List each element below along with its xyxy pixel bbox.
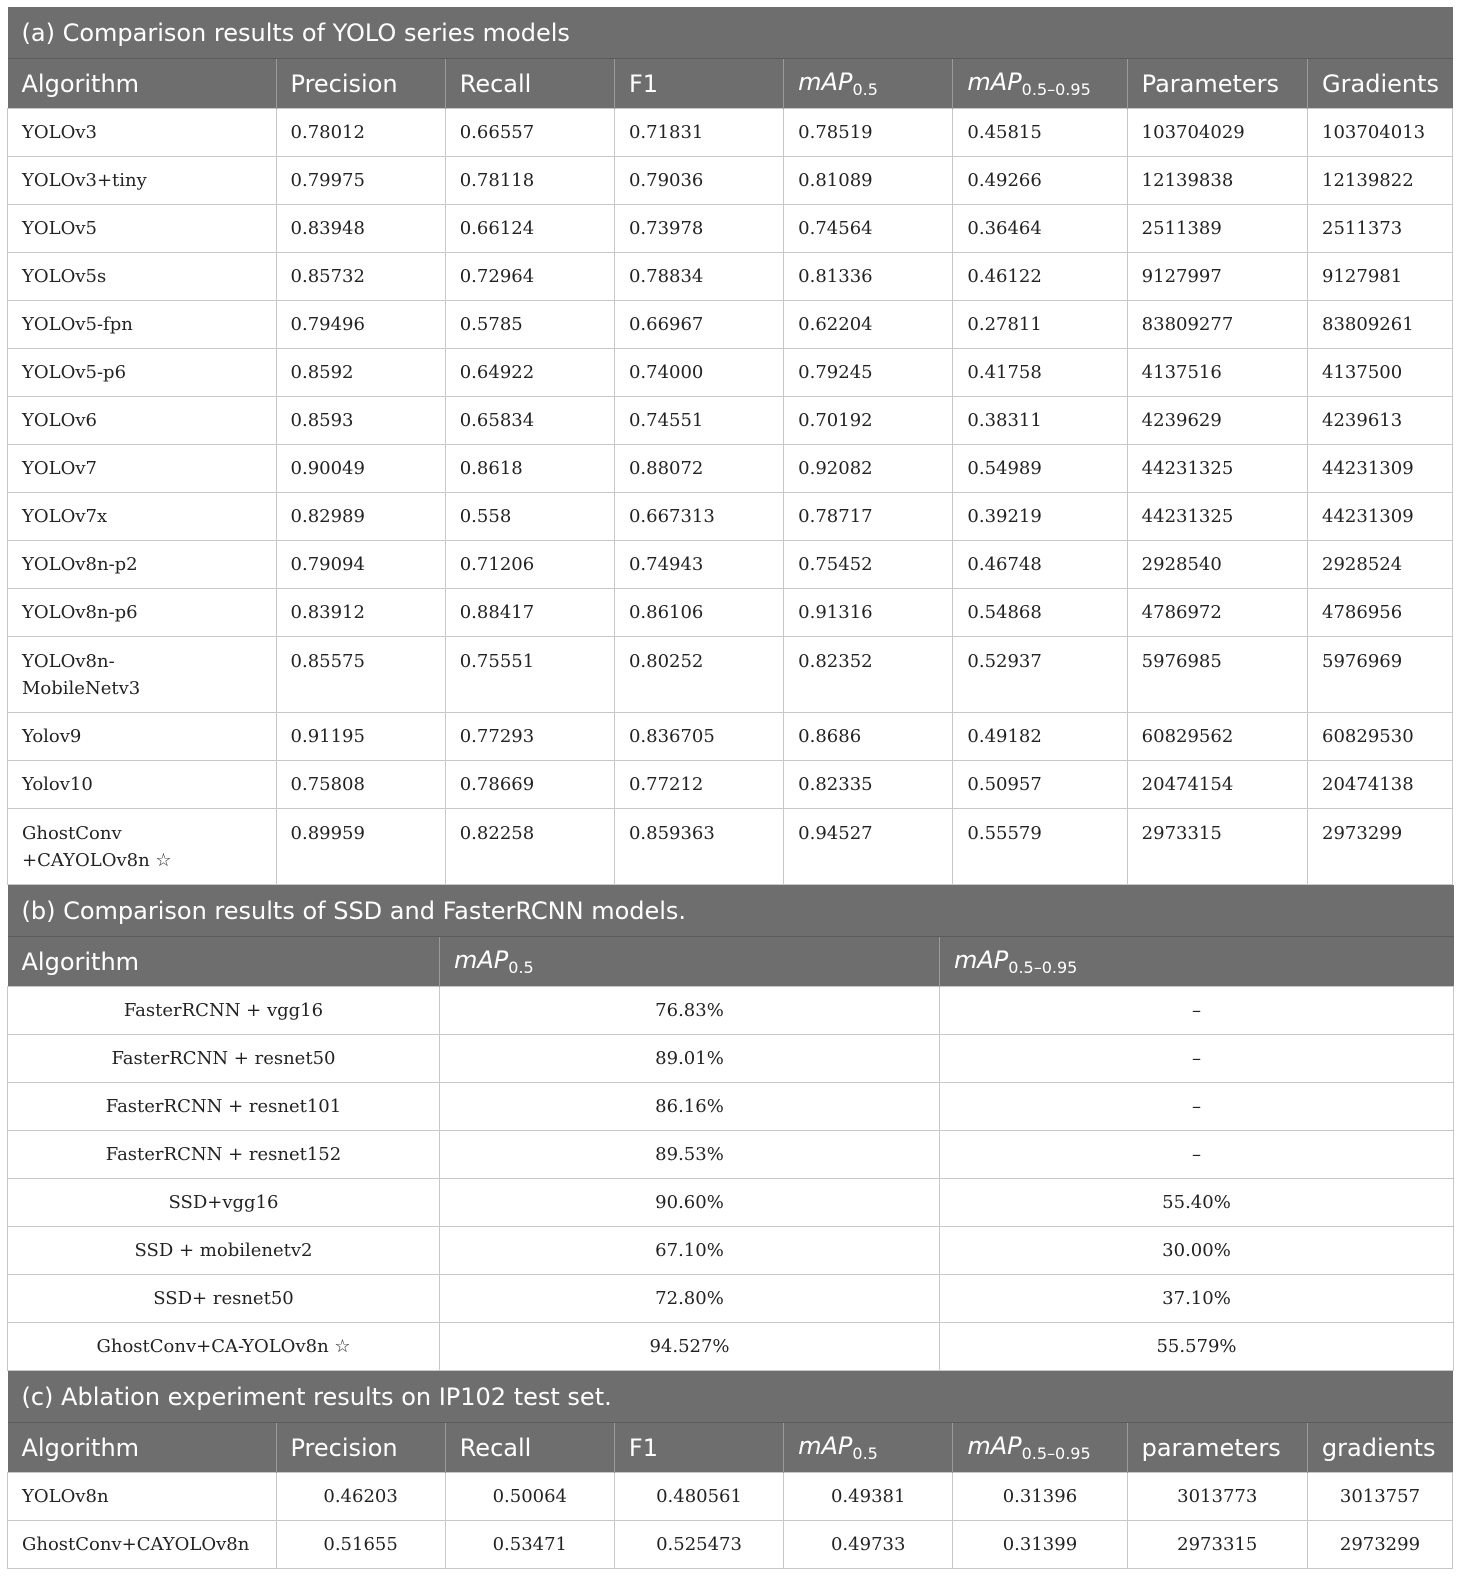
table-row <box>8 253 1453 301</box>
results-tables <box>7 7 1453 1569</box>
table-cell: 0.66124 <box>445 205 614 253</box>
table-cell: 44231325 <box>1127 445 1307 493</box>
table-cell: 83809277 <box>1127 301 1307 349</box>
table-cell: 0.66967 <box>614 301 783 349</box>
column-header <box>445 1423 614 1473</box>
table-cell: 0.62204 <box>784 301 953 349</box>
table-cell: 5976985 <box>1127 637 1307 713</box>
column-header <box>440 937 940 987</box>
table-cell: FasterRCNN + vgg16 <box>8 987 440 1035</box>
table-row <box>8 1035 1454 1083</box>
table-cell: 0.45815 <box>953 109 1127 157</box>
column-header-text: mAP <box>454 946 509 974</box>
table-cell: YOLOv5 <box>8 205 277 253</box>
table-cell: YOLOv5-fpn <box>8 301 277 349</box>
table-cell: 2928540 <box>1127 541 1307 589</box>
column-header <box>953 59 1127 109</box>
table-cell: 0.82258 <box>445 809 614 885</box>
table-cell: 67.10% <box>440 1227 940 1275</box>
table-cell: 0.36464 <box>953 205 1127 253</box>
column-header-text: F1 <box>628 1433 658 1462</box>
column-header-text: Recall <box>459 69 532 98</box>
table-row <box>8 1521 1453 1569</box>
table-cell: 37.10% <box>940 1275 1454 1323</box>
table-cell: 0.85732 <box>276 253 445 301</box>
table-cell: 103704029 <box>1127 109 1307 157</box>
table-cell: 0.85575 <box>276 637 445 713</box>
table-cell: 0.77212 <box>614 761 783 809</box>
table-cell: 20474138 <box>1308 761 1453 809</box>
table-cell: YOLOv7x <box>8 493 277 541</box>
table-cell: 0.74551 <box>614 397 783 445</box>
table-cell: 89.53% <box>440 1131 940 1179</box>
table-cell: 0.78834 <box>614 253 783 301</box>
table-cell: FasterRCNN + resnet50 <box>8 1035 440 1083</box>
table-cell: 0.71206 <box>445 541 614 589</box>
table-row <box>8 541 1453 589</box>
table-row <box>8 713 1453 761</box>
table-cell: 0.82335 <box>784 761 953 809</box>
table-cell: 0.55579 <box>953 809 1127 885</box>
table-cell: 0.79496 <box>276 301 445 349</box>
column-header-text: Parameters <box>1141 69 1280 98</box>
table-row <box>8 157 1453 205</box>
table-c-title: (c) Ablation experiment results on IP102 test set. <box>8 1371 1453 1423</box>
table-cell: 83809261 <box>1308 301 1453 349</box>
table-row <box>8 301 1453 349</box>
table-cell: 0.86106 <box>614 589 783 637</box>
table-cell: 4239629 <box>1127 397 1307 445</box>
column-header <box>276 59 445 109</box>
table-cell: – <box>940 1083 1454 1131</box>
column-header-text: mAP <box>798 1432 853 1460</box>
table-cell: 86.16% <box>440 1083 940 1131</box>
column-header-text: Recall <box>459 1433 532 1462</box>
table-cell: 0.49381 <box>784 1473 953 1521</box>
table-cell: 0.52937 <box>953 637 1127 713</box>
table-cell: SSD+vgg16 <box>8 1179 440 1227</box>
table-cell: – <box>940 1131 1454 1179</box>
table-cell: YOLOv8n-p6 <box>8 589 277 637</box>
column-header-subscript: 0.5 <box>508 958 534 977</box>
table-cell: 0.91316 <box>784 589 953 637</box>
table-row <box>8 349 1453 397</box>
table-row <box>8 987 1454 1035</box>
column-header-text: parameters <box>1141 1433 1281 1462</box>
table-cell: 90.60% <box>440 1179 940 1227</box>
table-cell: 0.8618 <box>445 445 614 493</box>
table-cell: 0.8592 <box>276 349 445 397</box>
table-cell: 0.50064 <box>445 1473 614 1521</box>
table-row <box>8 1323 1454 1371</box>
table-cell: SSD + mobilenetv2 <box>8 1227 440 1275</box>
table-cell: 0.78519 <box>784 109 953 157</box>
table-cell: YOLOv3+tiny <box>8 157 277 205</box>
column-header <box>940 937 1454 987</box>
table-row <box>8 809 1453 885</box>
column-header-text: mAP <box>967 68 1022 96</box>
table-cell: 0.94527 <box>784 809 953 885</box>
table-cell: 3013757 <box>1307 1473 1452 1521</box>
column-header <box>614 59 783 109</box>
table-cell: 0.38311 <box>953 397 1127 445</box>
table-cell: YOLOv8n <box>8 1473 277 1521</box>
column-header-subscript: 0.5 <box>852 80 878 99</box>
table-cell: 60829562 <box>1127 713 1307 761</box>
column-header-subscript: 0.5–0.95 <box>1008 958 1078 977</box>
table-cell: 0.39219 <box>953 493 1127 541</box>
column-header <box>1308 59 1453 109</box>
table-cell: 2973315 <box>1127 1521 1307 1569</box>
column-header-text: Algorithm <box>21 1433 140 1462</box>
table-cell: 12139838 <box>1127 157 1307 205</box>
table-cell: YOLOv8n- MobileNetv3 <box>8 637 277 713</box>
table-cell: FasterRCNN + resnet152 <box>8 1131 440 1179</box>
table-cell: 0.8593 <box>276 397 445 445</box>
table-cell: 0.49733 <box>784 1521 953 1569</box>
table-cell: 0.75808 <box>276 761 445 809</box>
table-cell: GhostConv +CAYOLOv8n ☆ <box>8 809 277 885</box>
column-header-subscript: 0.5–0.95 <box>1021 80 1091 99</box>
table-cell: 0.78669 <box>445 761 614 809</box>
table-cell: 0.5785 <box>445 301 614 349</box>
table-cell: 94.527% <box>440 1323 940 1371</box>
table-cell: 2511389 <box>1127 205 1307 253</box>
column-header <box>276 1423 445 1473</box>
table-row <box>8 1227 1454 1275</box>
table-cell: 0.81089 <box>784 157 953 205</box>
column-header <box>784 1423 953 1473</box>
table-cell: YOLOv7 <box>8 445 277 493</box>
table-cell: 2973315 <box>1127 809 1307 885</box>
table-cell: YOLOv3 <box>8 109 277 157</box>
table-cell: 0.49182 <box>953 713 1127 761</box>
table-cell: YOLOv8n-p2 <box>8 541 277 589</box>
table-row <box>8 589 1453 637</box>
column-header-text: Precision <box>290 69 398 98</box>
table-cell: 0.78012 <box>276 109 445 157</box>
table-cell: 0.71831 <box>614 109 783 157</box>
table-cell: 0.836705 <box>614 713 783 761</box>
table-row <box>8 1275 1454 1323</box>
table-cell: 0.54868 <box>953 589 1127 637</box>
column-header <box>445 59 614 109</box>
table-cell: 0.79036 <box>614 157 783 205</box>
table-cell: 0.558 <box>445 493 614 541</box>
table-cell: 0.90049 <box>276 445 445 493</box>
table-cell: 0.82989 <box>276 493 445 541</box>
table-cell: 0.65834 <box>445 397 614 445</box>
column-header <box>8 59 277 109</box>
table-cell: 0.46203 <box>276 1473 445 1521</box>
table-cell: – <box>940 987 1454 1035</box>
table-cell: 0.41758 <box>953 349 1127 397</box>
column-header-text: mAP <box>967 1432 1022 1460</box>
table-cell: YOLOv5s <box>8 253 277 301</box>
table-cell: 0.31396 <box>953 1473 1127 1521</box>
table-cell: 0.51655 <box>276 1521 445 1569</box>
table-row <box>8 1083 1454 1131</box>
table-cell: 4137516 <box>1127 349 1307 397</box>
table-cell: 0.75452 <box>784 541 953 589</box>
table-cell: 0.78717 <box>784 493 953 541</box>
table-cell: 0.72964 <box>445 253 614 301</box>
table-cell: 0.64922 <box>445 349 614 397</box>
table-cell: 0.91195 <box>276 713 445 761</box>
table-cell: 0.81336 <box>784 253 953 301</box>
table-row <box>8 397 1453 445</box>
table-cell: 0.54989 <box>953 445 1127 493</box>
column-header-text: mAP <box>954 946 1009 974</box>
table-row <box>8 761 1453 809</box>
table-cell: 0.89959 <box>276 809 445 885</box>
table-cell: 2973299 <box>1307 1521 1452 1569</box>
table-cell: – <box>940 1035 1454 1083</box>
table-cell: 103704013 <box>1308 109 1453 157</box>
table-cell: 30.00% <box>940 1227 1454 1275</box>
table-cell: 89.01% <box>440 1035 940 1083</box>
table-cell: 0.31399 <box>953 1521 1127 1569</box>
column-header-text: Gradients <box>1322 69 1439 98</box>
column-header-text: gradients <box>1321 1433 1436 1462</box>
table-cell: 0.92082 <box>784 445 953 493</box>
column-header-text: Precision <box>290 1433 398 1462</box>
table-cell: 0.73978 <box>614 205 783 253</box>
table-cell: 0.79975 <box>276 157 445 205</box>
table-cell: 5976969 <box>1308 637 1453 713</box>
table-cell: 3013773 <box>1127 1473 1307 1521</box>
column-header <box>784 59 953 109</box>
table-cell: 0.53471 <box>445 1521 614 1569</box>
table-cell: 0.78118 <box>445 157 614 205</box>
column-header <box>614 1423 783 1473</box>
table-row <box>8 205 1453 253</box>
table-cell: 0.8686 <box>784 713 953 761</box>
table-a-title: (a) Comparison results of YOLO series models <box>8 7 1453 59</box>
table-cell: 44231325 <box>1127 493 1307 541</box>
table-c <box>7 1371 1453 1569</box>
column-header <box>1127 59 1307 109</box>
column-header <box>953 1423 1127 1473</box>
column-header <box>8 937 440 987</box>
table-cell: 4786972 <box>1127 589 1307 637</box>
table-cell: 72.80% <box>440 1275 940 1323</box>
table-cell: 55.40% <box>940 1179 1454 1227</box>
table-cell: 0.27811 <box>953 301 1127 349</box>
table-cell: 0.480561 <box>614 1473 783 1521</box>
table-row <box>8 445 1453 493</box>
table-cell: 55.579% <box>940 1323 1454 1371</box>
table-cell: 0.88072 <box>614 445 783 493</box>
column-header-text: Algorithm <box>21 69 140 98</box>
table-cell: 4137500 <box>1308 349 1453 397</box>
table-cell: 2511373 <box>1308 205 1453 253</box>
table-cell: YOLOv5-p6 <box>8 349 277 397</box>
table-cell: 0.75551 <box>445 637 614 713</box>
column-header-text: F1 <box>628 69 659 98</box>
table-cell: Yolov9 <box>8 713 277 761</box>
table-cell: 44231309 <box>1308 445 1453 493</box>
table-row <box>8 1179 1454 1227</box>
table-cell: 0.82352 <box>784 637 953 713</box>
table-cell: 0.525473 <box>614 1521 783 1569</box>
table-cell: SSD+ resnet50 <box>8 1275 440 1323</box>
column-header <box>1127 1423 1307 1473</box>
table-cell: 0.83912 <box>276 589 445 637</box>
table-row <box>8 493 1453 541</box>
column-header-subscript: 0.5 <box>852 1444 878 1463</box>
table-cell: FasterRCNN + resnet101 <box>8 1083 440 1131</box>
table-cell: 20474154 <box>1127 761 1307 809</box>
table-cell: 2973299 <box>1308 809 1453 885</box>
table-cell: YOLOv6 <box>8 397 277 445</box>
table-cell: 0.80252 <box>614 637 783 713</box>
table-cell: 4786956 <box>1308 589 1453 637</box>
table-cell: 0.667313 <box>614 493 783 541</box>
table-cell: 0.79245 <box>784 349 953 397</box>
table-cell: 0.74943 <box>614 541 783 589</box>
table-row <box>8 109 1453 157</box>
table-cell: 12139822 <box>1308 157 1453 205</box>
table-cell: 9127981 <box>1308 253 1453 301</box>
table-cell: 2928524 <box>1308 541 1453 589</box>
column-header-text: mAP <box>798 68 853 96</box>
column-header-text: Algorithm <box>21 947 140 976</box>
table-cell: 0.859363 <box>614 809 783 885</box>
table-cell: 0.83948 <box>276 205 445 253</box>
table-cell: Yolov10 <box>8 761 277 809</box>
column-header <box>1307 1423 1452 1473</box>
table-row <box>8 1131 1454 1179</box>
table-cell: 0.79094 <box>276 541 445 589</box>
table-cell: 76.83% <box>440 987 940 1035</box>
table-cell: 0.50957 <box>953 761 1127 809</box>
table-cell: 0.46748 <box>953 541 1127 589</box>
table-row <box>8 637 1453 713</box>
table-cell: 0.70192 <box>784 397 953 445</box>
column-header-subscript: 0.5–0.95 <box>1021 1444 1091 1463</box>
table-cell: 0.77293 <box>445 713 614 761</box>
table-cell: 0.66557 <box>445 109 614 157</box>
table-cell: 60829530 <box>1308 713 1453 761</box>
table-b-title: (b) Comparison results of SSD and FasterRCNN models. <box>8 885 1454 937</box>
table-cell: 0.88417 <box>445 589 614 637</box>
table-cell: 44231309 <box>1308 493 1453 541</box>
table-cell: 9127997 <box>1127 253 1307 301</box>
column-header <box>8 1423 277 1473</box>
table-cell: 0.46122 <box>953 253 1127 301</box>
table-cell: 0.74564 <box>784 205 953 253</box>
table-a <box>7 7 1453 885</box>
table-cell: 4239613 <box>1308 397 1453 445</box>
table-cell: 0.74000 <box>614 349 783 397</box>
table-b <box>7 885 1454 1371</box>
table-row <box>8 1473 1453 1521</box>
table-cell: 0.49266 <box>953 157 1127 205</box>
table-cell: GhostConv+CA-YOLOv8n ☆ <box>8 1323 440 1371</box>
table-cell: GhostConv+CAYOLOv8n <box>8 1521 277 1569</box>
